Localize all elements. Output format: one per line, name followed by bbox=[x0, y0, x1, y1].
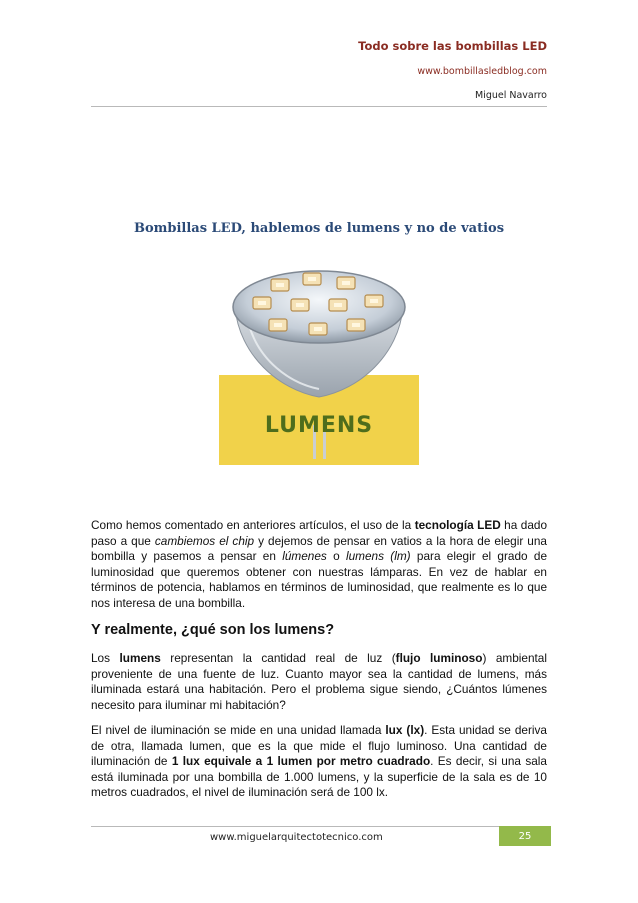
led-bulb-figure bbox=[219, 265, 419, 465]
paragraph-lux-definition bbox=[91, 723, 547, 801]
text-run: para elegir el grado de luminosidad que queremos obtener con nuestras lámparas. En vez de hablar en términos de potencia, hablamos en términos de luminosidad, que realmente es lo que nos interesa de una bombilla. bbox=[91, 549, 548, 610]
document-title: Bombillas LED, hablemos de lumens y no de vatios bbox=[133, 221, 505, 236]
text-run: . Esta unidad se deriva de otra, llamada lumen, que es la que mide el flujo luminoso. Una cantidad de iluminación de bbox=[91, 723, 547, 769]
text-run: ha dado paso a que bbox=[91, 518, 547, 548]
text-run: . Es decir, si una sala está iluminada por una bombilla de 1.000 lumens, y la superficie de la sala es de 10 metros cuadrados, el nivel de iluminación será de 100 lx. bbox=[91, 754, 547, 800]
paragraph-led-technology bbox=[91, 518, 547, 612]
bold-term: lumens bbox=[119, 651, 161, 665]
text-run: ) ambiental proveniente de una fuente de luz. Cuanto mayor sea la cantidad de lumens, más iluminada estará una habitación. Pero el problema sigue siendo, ¿Cuántos lúmenes necesito para iluminar mi habitación? bbox=[91, 651, 547, 712]
footer-divider bbox=[91, 826, 547, 827]
bold-term: flujo luminoso bbox=[395, 651, 483, 665]
footer-url: www.miguelarquitectotecnico.com bbox=[210, 832, 383, 843]
bold-term: 1 lux equivale a 1 lumen por metro cuadrado bbox=[171, 754, 431, 769]
header-author: Miguel Navarro bbox=[474, 90, 547, 101]
paragraph-lumens-definition bbox=[91, 651, 547, 713]
page-number-box bbox=[499, 826, 551, 846]
italic-term: cambiemos el chip bbox=[154, 533, 255, 548]
text-run: El nivel de iluminación se mide en una unidad llamada bbox=[91, 723, 386, 737]
header-url: www.bombillasledblog.com bbox=[417, 66, 547, 77]
text-run: Los bbox=[91, 651, 120, 665]
section-heading: Y realmente, ¿qué son los lumens? bbox=[91, 622, 335, 638]
page-number: 25 bbox=[518, 831, 532, 842]
lumens-label: LUMENS bbox=[264, 413, 374, 438]
italic-term: lúmenes bbox=[282, 549, 327, 564]
header-title: Todo sobre las bombillas LED bbox=[358, 39, 547, 53]
bold-term: tecnología LED bbox=[414, 518, 501, 532]
text-run: o bbox=[326, 549, 346, 564]
text-run: Como hemos comentado en anteriores artículos, el uso de la bbox=[91, 518, 415, 532]
bold-term: lux (lx) bbox=[385, 723, 425, 737]
text-run: y dejemos de pensar en vatios a la hora de elegir una bombilla y pasemos a pensar en bbox=[91, 533, 547, 564]
text-run: representan la cantidad real de luz ( bbox=[160, 651, 396, 665]
italic-term: lumens (lm) bbox=[345, 549, 411, 564]
header-divider bbox=[91, 106, 547, 107]
